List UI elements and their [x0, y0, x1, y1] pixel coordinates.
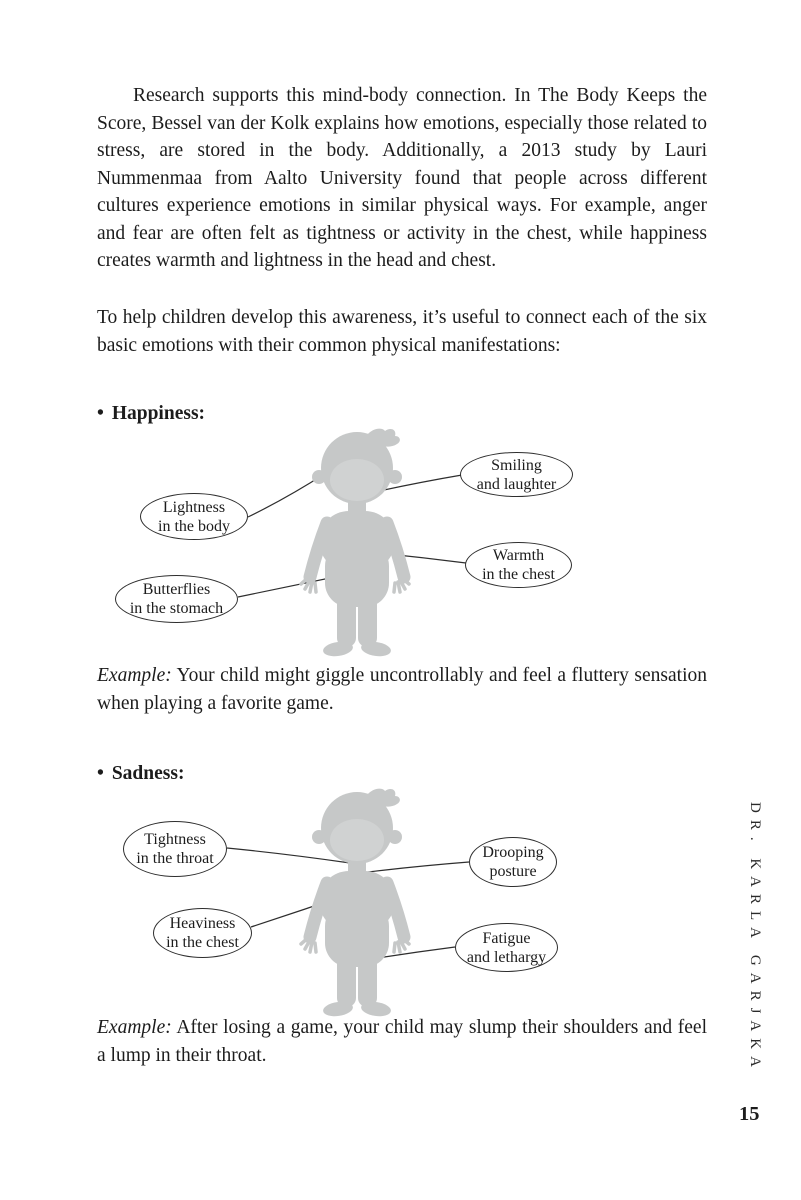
label-oval-butterflies — [115, 575, 238, 623]
child-silhouette-icon — [297, 787, 413, 1018]
label-oval-lightness — [140, 493, 248, 540]
label-line: Lightness — [162, 498, 226, 516]
label-line: Tightness — [144, 831, 206, 848]
label-line: Drooping — [482, 844, 544, 861]
example-label: Example: — [97, 1017, 172, 1038]
heading-sadness-label: Sadness: — [111, 763, 185, 784]
label-line: Butterflies — [142, 581, 211, 598]
label-oval-heaviness — [153, 908, 252, 958]
label-line: Smiling — [491, 456, 542, 474]
label-line: in the body — [158, 517, 230, 535]
heading-happiness-label: Happiness: — [111, 403, 206, 424]
label-oval-smiling — [460, 452, 573, 497]
label-line: in the throat — [136, 850, 214, 867]
page-number: 15 — [739, 1103, 760, 1125]
bullet-icon: • — [97, 763, 104, 784]
label-line: in the stomach — [129, 600, 224, 617]
label-line: and laughter — [476, 475, 557, 493]
label-oval-tightness — [123, 821, 227, 877]
paragraph-intro: To help children develop this awareness, it’s useful to connect each of the six basic emotions with their common physical manifestations: — [97, 307, 707, 356]
label-oval-drooping — [469, 837, 557, 887]
paragraph-research: Research supports this mind-body connection. In The Body Keeps the Score, Bessel van der Kolk explains how emotions, especially those related to stress, are stored in the body. Additionally, a 2013 study by Lauri Nummenmaa from Aalto University found that people across different cultures experience emotions in similar physical ways. For example, anger and fear are often felt as tightness or activity in the chest, while happiness creates warmth and lightness in the head and chest. — [97, 85, 707, 271]
label-oval-warmth — [465, 542, 572, 588]
label-line: Heaviness — [169, 915, 236, 932]
example-text: Your child might giggle uncontrollably and feel a fluttery sensation when playing a favorite game. — [97, 665, 707, 714]
label-line: and lethargy — [466, 948, 547, 966]
bullet-icon: • — [97, 403, 104, 424]
example-sadness — [97, 1014, 707, 1069]
author-name-vertical: DR. KARLA GARJAKA — [747, 802, 763, 1074]
example-happiness — [97, 662, 707, 717]
label-line: in the chest — [166, 934, 239, 951]
example-label: Example: — [97, 665, 172, 686]
label-oval-fatigue — [455, 923, 558, 972]
happiness-diagram — [95, 425, 710, 660]
label-line: in the chest — [482, 566, 555, 583]
child-silhouette-icon — [297, 427, 413, 658]
label-line: Warmth — [492, 547, 545, 564]
sadness-diagram — [95, 785, 710, 1020]
label-line: posture — [489, 863, 537, 880]
heading-sadness — [97, 760, 184, 787]
label-line: Fatigue — [482, 929, 531, 947]
heading-happiness — [97, 400, 205, 427]
example-text: After losing a game, your child may slump their shoulders and feel a lump in their throat. — [97, 1017, 707, 1066]
